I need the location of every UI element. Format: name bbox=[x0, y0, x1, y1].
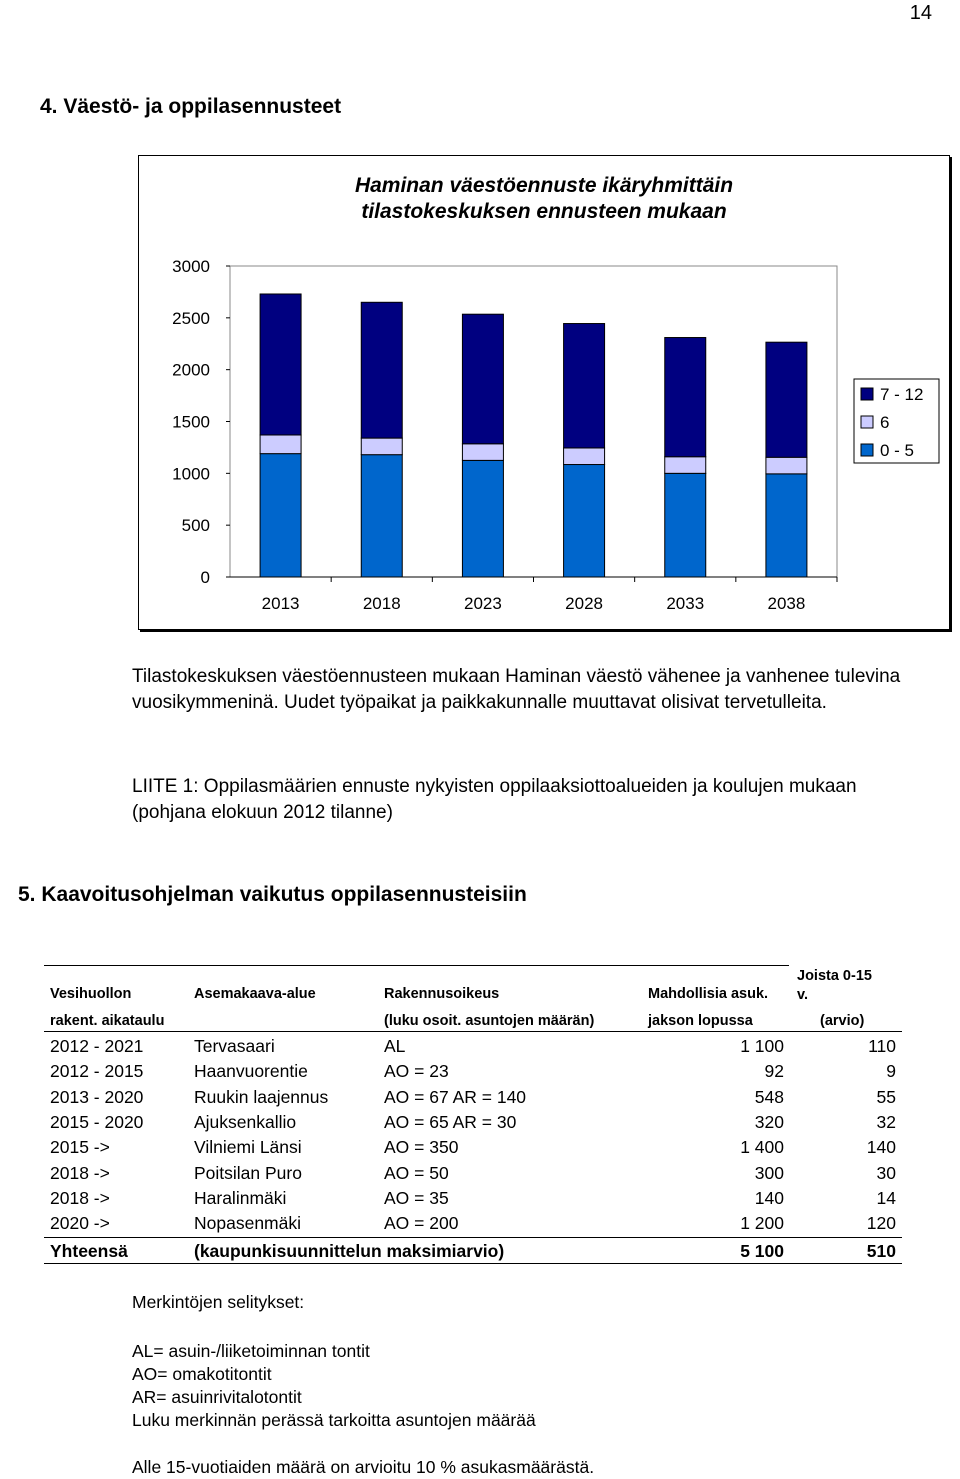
row-area: Vilniemi Länsi bbox=[194, 1137, 302, 1158]
y-tick-label: 0 bbox=[200, 568, 210, 587]
section-5-heading: 5. Kaavoitusohjelman vaikutus oppilasennusteisiin bbox=[18, 883, 527, 906]
row-schedule: 2012 - 2021 bbox=[50, 1036, 144, 1056]
x-tick-label: 2038 bbox=[767, 594, 806, 613]
x-tick-label: 2028 bbox=[565, 594, 603, 613]
bar-segment bbox=[462, 444, 503, 461]
x-tick-label: 2013 bbox=[261, 594, 300, 613]
bar-segment bbox=[564, 448, 605, 465]
row-children: 9 bbox=[886, 1061, 896, 1082]
note-ao: AO= omakotitontit bbox=[132, 1364, 272, 1384]
y-tick-label: 500 bbox=[181, 516, 210, 536]
notes-footer: Alle 15-vuotiaiden määrä on arvioitu 10 % asukasmäärästä. bbox=[132, 1457, 595, 1477]
header-mahdollisia-asuk: Mahdollisia asuk. bbox=[648, 986, 769, 1002]
row-area: Poitsilan Puro bbox=[194, 1162, 302, 1183]
row-residents: 1 100 bbox=[740, 1036, 784, 1056]
row-residents: 1 400 bbox=[740, 1137, 784, 1158]
bar-segment bbox=[361, 302, 402, 438]
x-tick-label: 2033 bbox=[666, 594, 705, 613]
row-children: 120 bbox=[866, 1213, 896, 1234]
total-residents: 5 100 bbox=[740, 1241, 784, 1261]
table-row bbox=[44, 1213, 902, 1237]
row-building-right: AO = 67 AR = 140 bbox=[384, 1086, 527, 1107]
row-residents: 1 200 bbox=[740, 1213, 784, 1234]
appendix-paragraph: LIITE 1: Oppilasmäärien ennuste nykyisten oppilaaksiottoalueiden ja koulujen mukaan (pohjana elokuun 2012 tilanne) bbox=[132, 776, 857, 823]
row-building-right: AL bbox=[384, 1036, 406, 1056]
row-building-right: AO = 35 bbox=[384, 1187, 449, 1208]
row-schedule: 2015 - 2020 bbox=[50, 1111, 144, 1132]
header-vesihuollon: Vesihuollon bbox=[50, 986, 132, 1002]
row-building-right: AO = 350 bbox=[384, 1137, 459, 1158]
table-total-rule bbox=[44, 1237, 902, 1238]
bar-segment bbox=[260, 454, 301, 577]
table-total-row bbox=[44, 1241, 902, 1265]
y-tick-label: 2000 bbox=[172, 360, 210, 380]
header-jakson-lopussa: jakson lopussa bbox=[648, 1013, 753, 1029]
row-schedule: 2020 -> bbox=[50, 1213, 110, 1234]
chart-title-line-2: tilastokeskuksen ennusteen mukaan bbox=[361, 200, 727, 223]
legend-label: 6 bbox=[880, 413, 890, 432]
header-joista-0-15: Joista 0-15 bbox=[797, 968, 872, 984]
table-header-row-2 bbox=[44, 1013, 902, 1033]
legend-swatch bbox=[861, 388, 873, 400]
bar-segment bbox=[665, 473, 706, 577]
total-label: Yhteensä bbox=[50, 1241, 128, 1261]
legend-label: 7 - 12 bbox=[880, 385, 924, 404]
bar-segment bbox=[462, 314, 503, 444]
row-area: Ruukin laajennus bbox=[194, 1086, 329, 1107]
row-area: Tervasaari bbox=[194, 1036, 275, 1056]
x-tick-label: 2018 bbox=[362, 594, 401, 613]
table-row bbox=[44, 1163, 902, 1187]
row-schedule: 2018 -> bbox=[50, 1162, 110, 1183]
note-ar: AR= asuinrivitalotontit bbox=[132, 1387, 302, 1407]
table-row bbox=[44, 1112, 902, 1136]
legend-label: 0 - 5 bbox=[880, 441, 915, 460]
table-row bbox=[44, 1087, 902, 1111]
row-residents: 300 bbox=[754, 1162, 784, 1183]
row-schedule: 2015 -> bbox=[50, 1137, 110, 1158]
row-children: 30 bbox=[876, 1162, 896, 1183]
total-description: (kaupunkisuunnittelun maksimiarvio) bbox=[194, 1241, 505, 1261]
row-area: Haralinmäki bbox=[194, 1187, 287, 1208]
row-schedule: 2012 - 2015 bbox=[50, 1061, 144, 1082]
bar-segment bbox=[564, 324, 605, 448]
table-row bbox=[44, 1036, 902, 1060]
bar-segment bbox=[260, 435, 301, 454]
row-schedule: 2013 - 2020 bbox=[50, 1086, 144, 1107]
bar-segment bbox=[665, 338, 706, 457]
table-header-rule bbox=[44, 1031, 902, 1032]
row-children: 140 bbox=[866, 1137, 896, 1158]
header-rakennusoikeus: Rakennusoikeus bbox=[384, 986, 500, 1002]
header-luku-osoit: (luku osoit. asuntojen määrän) bbox=[384, 1013, 595, 1029]
row-area: Haanvuorentie bbox=[194, 1061, 308, 1082]
chart-title-line-1: Haminan väestöennuste ikäryhmittäin bbox=[354, 174, 734, 197]
y-tick-label: 1500 bbox=[172, 412, 210, 432]
notes-title: Merkintöjen selitykset: bbox=[132, 1292, 305, 1312]
plot-frame bbox=[230, 266, 837, 577]
row-building-right: AO = 50 bbox=[384, 1162, 449, 1183]
header-rakent-aikataulu: rakent. aikataulu bbox=[50, 1013, 165, 1029]
row-children: 110 bbox=[868, 1036, 896, 1056]
row-area: Nopasenmäki bbox=[194, 1213, 301, 1234]
row-schedule: 2018 -> bbox=[50, 1187, 110, 1208]
bar-segment bbox=[665, 457, 706, 474]
row-building-right: AO = 200 bbox=[384, 1213, 459, 1234]
row-building-right: AO = 23 bbox=[384, 1061, 449, 1082]
row-children: 55 bbox=[876, 1086, 896, 1107]
legend-swatch bbox=[861, 444, 873, 456]
row-residents: 140 bbox=[754, 1187, 784, 1208]
table-row bbox=[44, 1061, 902, 1085]
row-residents: 320 bbox=[754, 1111, 784, 1132]
bar-segment bbox=[564, 465, 605, 577]
y-tick-label: 1000 bbox=[172, 464, 210, 484]
row-area: Ajuksenkallio bbox=[194, 1111, 297, 1132]
section-4-heading: 4. Väestö- ja oppilasennusteet bbox=[40, 95, 342, 118]
row-residents: 548 bbox=[754, 1086, 784, 1107]
row-children: 32 bbox=[876, 1111, 896, 1132]
note-luku: Luku merkinnän perässä tarkoitta asuntojen määrää bbox=[132, 1410, 536, 1430]
page-number: 14 bbox=[909, 2, 932, 24]
population-forecast-chart bbox=[138, 155, 950, 630]
chart-legend bbox=[854, 379, 939, 463]
bar-segment bbox=[361, 438, 402, 455]
note-al: AL= asuin-/liiketoiminnan tontit bbox=[132, 1341, 370, 1361]
table-row bbox=[44, 1188, 902, 1212]
bar-segment bbox=[260, 294, 301, 435]
table-row bbox=[44, 1137, 902, 1161]
bar-segment bbox=[462, 460, 503, 577]
row-residents: 92 bbox=[764, 1061, 784, 1082]
bar-segment bbox=[766, 457, 807, 474]
legend-swatch bbox=[861, 416, 873, 428]
y-tick-label: 2500 bbox=[172, 308, 210, 328]
plot-area bbox=[172, 257, 837, 613]
bar-segment bbox=[361, 455, 402, 577]
row-children: 14 bbox=[876, 1187, 896, 1208]
table-bottom-rule bbox=[44, 1263, 902, 1264]
header-arvio: (arvio) bbox=[820, 1013, 865, 1029]
bar-segment bbox=[766, 474, 807, 577]
table-header-row-1 bbox=[44, 965, 902, 1009]
forecast-paragraph: Tilastokeskuksen väestöennusteen mukaan Haminan väestö vähenee ja vanhenee tulevina vuosikymmeninä. Uudet työpaikat ja paikkakunnalle muuttavat olisivat tervetulleita. bbox=[132, 666, 901, 713]
total-children: 510 bbox=[866, 1241, 896, 1261]
row-building-right: AO = 65 AR = 30 bbox=[384, 1111, 517, 1132]
bar-segment bbox=[766, 342, 807, 457]
y-tick-label: 3000 bbox=[172, 257, 210, 276]
chart-canvas bbox=[139, 156, 949, 629]
x-tick-label: 2023 bbox=[464, 594, 502, 613]
header-joista-v: v. bbox=[797, 987, 809, 1003]
header-asemakaava-alue: Asemakaava-alue bbox=[194, 986, 316, 1002]
